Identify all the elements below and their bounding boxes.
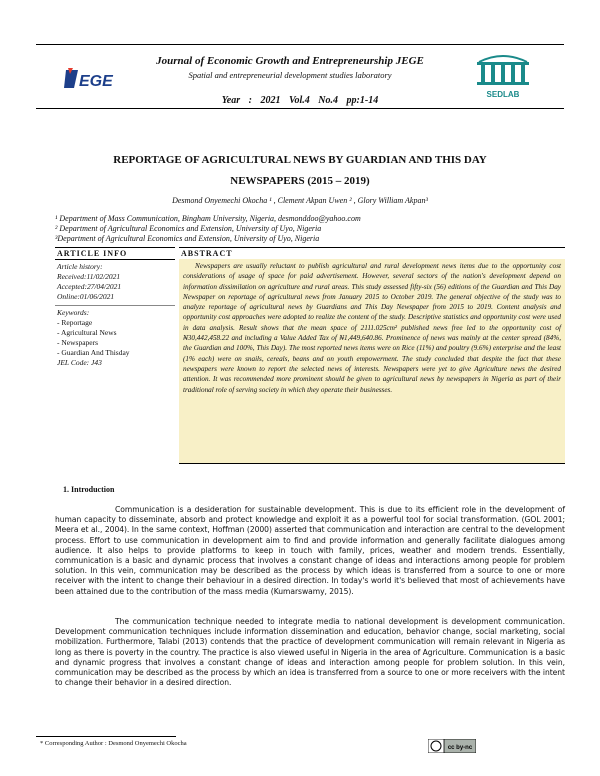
header-bottom-rule (36, 108, 564, 109)
sedlab-logo (473, 52, 533, 102)
affiliation-1: ¹ Department of Mass Communication, Bingham University, Nigeria, desmonddoo@yahoo.com (55, 214, 361, 223)
keyword-item: - Guardian And Thisday (57, 348, 130, 357)
vol-label: Vol.4 (288, 95, 310, 106)
paper-title (40, 150, 560, 192)
jege-logo (64, 66, 128, 92)
paper-title-line1: REPORTAGE OF AGRICULTURAL NEWS BY GUARDIAN AND THIS DAY (113, 154, 487, 166)
paper-title-line2: NEWSPAPERS (2015 – 2019) (230, 175, 370, 187)
journal-subtitle: Spatial and entrepreneurial development studies laboratory (188, 70, 392, 80)
keyword-item: - Newspapers (57, 338, 99, 347)
abstract-heading: ABSTRACT (179, 247, 565, 260)
affiliation-2: ² Department of Agricultural Economics and Extension, University of Uyo, Nigeria (55, 224, 322, 233)
jel-code: JEL Code: J43 (57, 358, 102, 367)
intro-heading: 1. Introduction (63, 485, 115, 494)
journal-volume-line (130, 95, 470, 106)
info-separator (55, 305, 175, 306)
article-info-heading: ARTICLE INFO (55, 247, 175, 260)
jege-logo-text: EGE (79, 73, 113, 90)
abstract-box (179, 259, 565, 464)
article-info-abstract (55, 247, 565, 463)
intro-paragraph-1: Communication is a desideration for sustainable development. This is due to its efficient role in the development of human capacity to disseminate, absorb and protect knowledge and exploit it as a powerful tool for social transformation. (GOL 2001; Meera et al., 2004). In the same context, Hoffman (2000) asserted that communication and interaction are central to the development process. Effort to use communication in development aim to find and provide information and generally facilitate dialogues among audience. It also helps to provide platforms to keep in touch with family, prices, weather and modern trends. Essentially, communication is a basic and dynamic process that involves a constant change of ideas and interactions among people for problem solution. In this vein, communication may be described as the process by which ideas is transferred from a source to one or more receiver with the intent to change their behaviour in a desired direction. In today's world it's believed that most of achievements have been attained due to the contribution of the mass media (Kumarswamy, 2015). (55, 505, 565, 596)
abstract-text: Newspapers are usually reluctant to publish agricultural and rural development news items due to the opportunity cost considerations of usage of space for paid advertisement. However, several sectors of the nation's development depend on information dissimilation on agriculture and rural areas. This study assessed fifty-six (56) editions of the Guardian and This Day Newspaper on reportage of agricultural news from January 2015 to October 2019. The general objective of the study was to analyze reportage of agricultural news by Guardians and This Day Newspaper from 2015 to 2019. Content analysis and opportunity cost approaches were adopted to realize the content of the study. Descriptive statistics and opportunity cost were used in data analysis. Result shows that the mean space of 2111.025cm² published news free led to the opportunity cost of ₦30,442,458.22 and including a Value Added Tax of ₦1,449,640.86. Prominence of news was mainly at the center spread (84%, the Guardian and 100%, This Day). The most reported news items were on Rice (11%) and poultry (9.6%) enterprise and the least (1% each) were on snails, cereals, beans and on youth empowerment. The study concluded that despite the fact that these newspapers were known to report the selected news of interests. Newspapers were yet to give Agriculture news the desired attention. It was recommended more prominent should be given to agricultural news by newspapers in Nigeria as part of their traditional role of serving society in which they operate their businesses. (183, 262, 561, 394)
article-history (55, 262, 175, 302)
cc-badge-text: cc by-nc (447, 745, 473, 751)
year-label: Year : 2021 (221, 95, 281, 106)
footnote-rule (36, 736, 176, 737)
history-title: Article history: (57, 262, 103, 271)
authors: Desmond Onyemechi Okocha ¹ , Clement Akpan Uwen ² , Glory William Akpan³ (172, 196, 428, 205)
history-received: Received:11/02/2021 (57, 272, 121, 281)
cc-license-badge (428, 739, 476, 753)
no-label: No.4 (318, 95, 339, 106)
history-online: Online:01/06/2021 (57, 292, 115, 301)
footnote: * Corresponding Author : Desmond Onyemechi Okocha (40, 740, 187, 747)
history-accepted: Accepted:27/04/2021 (57, 282, 122, 291)
intro-paragraph-2: The communication technique needed to integrate media to national development is development communication. Development communication techniques include information dissemination and education, behavior change, social marketing, social mobilization. Furthermore, Talabi (2013) contends that the practice of development communication will remain relevant in Nigeria as long as there is poverty in the country. The practice is also viewed useful in Nigeria in the area of Agriculture. Communication is a basic and dynamic progress that involves a constant change of ideas and interaction among people for problem solution. In this vein, communication may be described as the process by which an idea is transferred from a source to one or more receivers with the intent to change their behavior in a desired direction. (55, 617, 565, 688)
keyword-item: - Reportage (57, 318, 93, 327)
affiliation-3: ³Department of Agricultural Economics and Extension, University of Uyo, Nigeria (55, 234, 320, 243)
journal-title: Journal of Economic Growth and Entrepreneurship JEGE (156, 55, 424, 67)
sedlab-logo-text: SEDLAB (486, 90, 520, 99)
keywords (55, 308, 175, 368)
header-top-rule (36, 44, 564, 45)
abstract-column (179, 247, 565, 463)
pp-label: pp:1-14 (346, 95, 379, 106)
keywords-title: Keywords: (57, 308, 90, 317)
affiliations (55, 214, 361, 244)
keyword-item: - Agricultural News (57, 328, 117, 337)
article-info-column (55, 247, 175, 463)
